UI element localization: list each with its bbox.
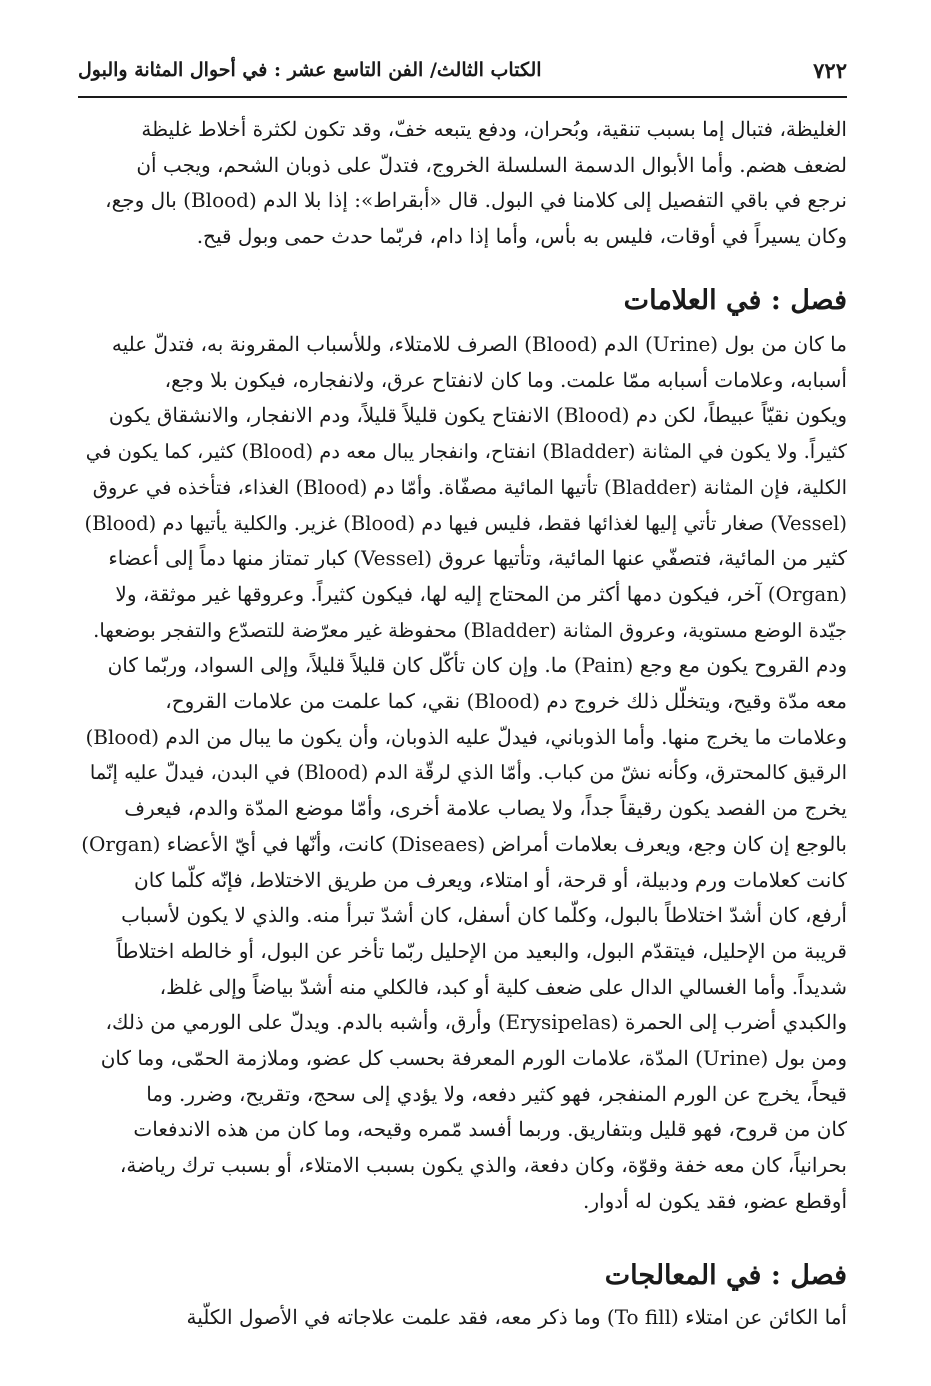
text-line: كانت كعلامات ورم ودبيلة، أو قرحة، أو امتلاء، ويعرف من طريق الاختلاط، فإنّه كلّما كان	[134, 867, 847, 892]
text-line: ما كان من بول (Urine) الدم (Blood) الصرف للامتلاء، وللأسباب المقرونة به، فتدلّ عليه	[111, 332, 847, 356]
text-line: لضعف هضم. وأما الأبوال الدسمة السلسلة الخروج، فتدلّ على ذوبان الشحم، ويجب أن	[136, 152, 847, 177]
text-line: شديداً. وأما الغسالي الدال على ضعف كلية أو كبد، فالكلي منه أشدّ بياضاً وإلى غلظ،	[159, 974, 847, 999]
text-line: أوقطع عضو، فقد يكون له أدوار.	[583, 1188, 847, 1213]
text-line: كثيراً. ولا يكون في المثانة (Bladder) انفتاح، وانفجار يبال معه دم (Blood) كثير، كما يكون في	[85, 440, 847, 464]
text-line: ومن بول (Urine) المدّة، علامات الورم المعرفة بحسب كل عضو، وملازمة الحمّى، وما كان	[100, 1046, 847, 1071]
text-line: أسبابه، وعلامات أسبابه ممّا علمت. وما كان لانفتاح عرق، ولانفجاره، فيكون بلا وجع،	[164, 367, 847, 392]
signs-paragraph	[78, 327, 847, 1220]
text-line: (Organ) آخر، فيكون دمها أكثر من المحتاج إليه لها، فيكون كثيراً. وعروقها غير موثقة، ولا	[115, 581, 847, 606]
text-line: الغليظة، فتبال إما بسبب تنقية، وبُحران، ودفع يتبعه خفّ، وقد تكون لكثرة أخلاط غليظة	[141, 117, 847, 141]
text-line: جيّدة الوضع مستوية، وعروق المثانة (Bladder) محفوظة غير معرّضة للتصدّع والتفجر بوضعها.	[93, 618, 847, 642]
text-line: ودم القروح يكون مع وجع (Pain) ما. وإن كان تأكّل كان قليلاً قليلاً، وإلى السواد، وربّما كان	[107, 653, 847, 678]
section-heading-treatments: فصل : في المعالجات	[604, 1260, 847, 1291]
text-line: يخرج من الفصد يكون رقيقاً جداً، ولا يصاب علامة أخرى، وأمّا موضع المدّة والدم، فيعرف	[124, 796, 847, 821]
text-line: قريبة من الإحليل، فيتقدّم البول، والبعيد من الإحليل ربّما تأخر عن البول، أو خالطه اختلاطاً	[116, 938, 847, 963]
text-line: بحرانياً، كان معه خفة وقوّة، وكان دفعة، والذي يكون بسبب الامتلاء، أو بسبب ترك رياضة،	[119, 1153, 847, 1178]
section-heading-signs: فصل : في العلامات	[623, 285, 847, 316]
page-header	[78, 50, 847, 90]
text-line: وكان يسيراً في أوقات، فليس به بأس، وأما إذا دام، فربّما حدث حمى وبول قيح.	[196, 224, 847, 249]
header-rule	[78, 96, 847, 98]
text-line: كان من قروح، فهو قليل وبتفاريق. وربما أفسد مّمره وقيحه، وما كان من هذه الاندفعات	[133, 1117, 847, 1142]
text-line: بالوجع إن كان وجع، ويعرف بعلامات أمراض (Diseaes) كانت، وأنّها في أيّ الأعضاء (Organ)	[81, 831, 847, 856]
text-line: والكبدي أضرب إلى الحمرة (Erysipelas) وأرق، وأشبه بالدم. ويدلّ على الورمي من ذلك،	[105, 1010, 847, 1035]
text-line: ويكون نقيّاً عبيطاً، لكن دم (Blood) الانفتاح يكون قليلاً قليلاً، ودم الانفجار، والانشقاق يكون	[108, 403, 847, 428]
text-line: أرفع، كان أشدّ اختلاطاً بالبول، وكلّما كان أسفل، كان أشدّ تبرأ منه. والذي لا يكون لأسباب	[121, 903, 847, 928]
text-line: قيحاً، يخرج عن الورم المنفجر، فهو كثير دفعه، ولا يؤدي إلى سحج، وتقريح، وضرر. وما	[146, 1081, 847, 1106]
text-line: كثير من المائية، فتصفّي عنها المائية، وتأتيها عروق (Vessel) كبار تمتاز منها دماً إلى أعضاء	[108, 546, 847, 571]
text-line: الكلية، فإن المثانة (Bladder) تأتيها المائية مصفّاة. وأمّا دم (Blood) الغذاء، فتأخذه في عروق	[92, 475, 847, 499]
text-line: الرقيق كالمحترق، وكأنه نشّ من كباب. وأمّا الذي لرقّة الدم (Blood) في البدن، فيدلّ عليه إنّما	[89, 761, 847, 785]
text-line: نرجع في باقي التفصيل إلى كلامنا في البول. قال «أبقراط»: إذا بلا الدم (Blood) بال وجع،	[105, 188, 847, 213]
text-line: (Vessel) صغار تأتي إليها لغذائها فقط، فليس فيها دم (Blood) غزير. والكلية يأتيها دم (Blood)	[84, 511, 847, 535]
text-line: معه مدّة وقيح، ويتخلّل ذلك خروج دم (Blood) نقي، كما علمت من علامات القروح،	[165, 689, 847, 714]
running-title: الكتاب الثالث/ الفن التاسع عشر : في أحوال المثانة والبول	[78, 59, 542, 81]
intro-paragraph	[78, 112, 847, 255]
text-line: وعلامات ما يخرج منها. وأما الذوباني، فيدلّ عليه الذوبان، وأن يكون ما يبال من الدم (Blood)	[85, 724, 847, 749]
page-number: ٧٢٢	[813, 57, 847, 83]
text-line: أما الكائن عن امتلاء (To fill) وما ذكر معه، فقد علمت علاجاته في الأصول الكلّية	[186, 1305, 847, 1329]
treatments-paragraph	[78, 1300, 847, 1336]
